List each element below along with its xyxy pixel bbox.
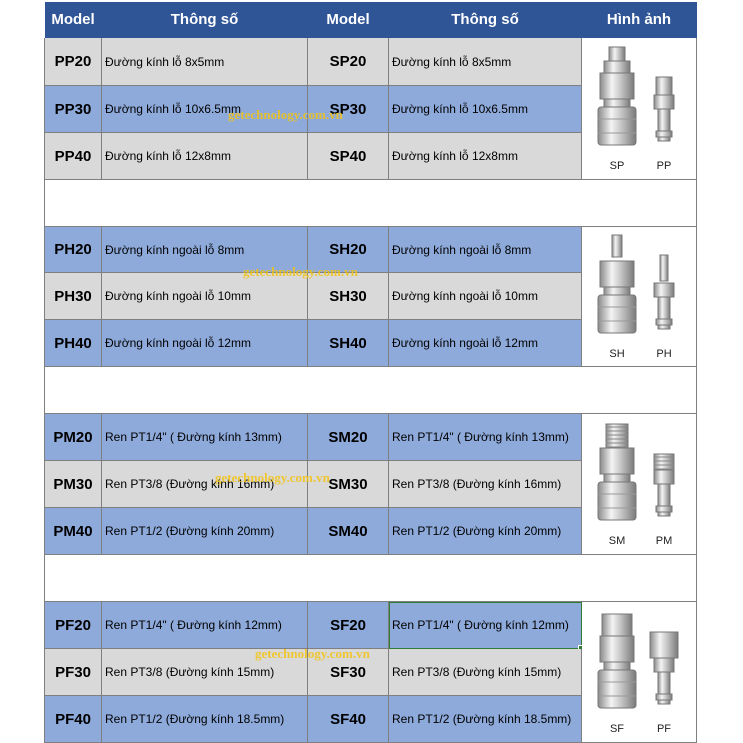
image-label-right: PF	[656, 723, 672, 735]
model-code: PF30	[55, 663, 91, 681]
model-cell[interactable]	[45, 320, 102, 367]
model-code: SF40	[330, 710, 366, 728]
spec-cell[interactable]	[389, 649, 582, 696]
hose-barb-coupler-icon	[582, 227, 696, 367]
model-cell[interactable]	[308, 696, 389, 743]
model-cell[interactable]	[45, 649, 102, 696]
model-cell[interactable]	[308, 414, 389, 461]
model-cell[interactable]	[45, 508, 102, 555]
spec-cell[interactable]	[389, 133, 582, 180]
spec-text: Ren PT1/4" ( Đường kính 12mm)	[392, 618, 569, 632]
watermark-text: getechnology.com.vn	[228, 107, 343, 122]
model-code: SM40	[328, 522, 368, 540]
image-label-left: SP	[609, 159, 625, 172]
model-cell[interactable]	[45, 414, 102, 461]
model-cell[interactable]	[308, 649, 389, 696]
spec-cell[interactable]	[389, 508, 582, 555]
spec-text: Đường kính lỗ 10x6.5mm	[392, 102, 528, 116]
model-code: SP30	[329, 100, 367, 118]
spec-cell[interactable]	[102, 461, 308, 508]
spec-text: Đường kính ngoài lỗ 12mm	[392, 336, 538, 350]
spec-text: Đường kính lỗ 8x5mm	[392, 54, 512, 69]
spec-cell[interactable]	[102, 273, 308, 320]
product-image-cell	[582, 414, 697, 555]
spec-cell[interactable]	[102, 86, 308, 133]
spec-text: Đường kính lỗ 12x8mm	[392, 149, 518, 163]
model-cell[interactable]	[308, 86, 389, 133]
model-cell[interactable]	[45, 227, 102, 273]
spec-text: Ren PT1/2 (Đường kính 18.5mm)	[392, 712, 572, 726]
spec-text: Đường kính ngoài lỗ 8mm	[105, 242, 245, 257]
spec-cell[interactable]	[102, 602, 308, 649]
model-code: SH20	[329, 241, 367, 258]
model-code: PM40	[53, 522, 93, 540]
spec-cell[interactable]	[389, 461, 582, 508]
spec-text: Đường kính ngoài lỗ 10mm	[105, 289, 251, 303]
spec-text: Đường kính lỗ 10x6.5mm	[105, 102, 241, 116]
watermark-text: getechnology.com.vn	[255, 646, 370, 661]
model-code: SH30	[329, 287, 367, 305]
spec-text: Ren PT1/2 (Đường kính 20mm)	[105, 524, 275, 538]
spec-text: Đường kính lỗ 12x8mm	[105, 149, 231, 163]
model-cell[interactable]	[308, 320, 389, 367]
spec-cell[interactable]	[389, 227, 582, 273]
model-cell[interactable]	[45, 38, 102, 86]
spec-text: Ren PT1/4" ( Đường kính 13mm)	[392, 430, 569, 444]
spec-cell[interactable]	[102, 696, 308, 743]
header-model-left: Model	[51, 11, 95, 28]
header-spec-left-cell	[102, 2, 308, 38]
model-code: SM20	[328, 428, 368, 446]
spec-text: Ren PT1/4" ( Đường kính 12mm)	[105, 618, 282, 632]
model-code: SP40	[329, 147, 367, 165]
header-model-left-cell	[45, 2, 102, 38]
model-code: PP30	[54, 100, 92, 118]
model-code: SF20	[330, 616, 366, 634]
product-image-cell	[582, 38, 697, 180]
model-code: SH40	[329, 334, 367, 352]
image-label-left: SF	[609, 723, 625, 735]
header-image: Hình ảnh	[606, 11, 672, 28]
model-code: PH20	[54, 241, 92, 258]
spec-text: Ren PT3/8 (Đường kính 15mm)	[105, 665, 275, 679]
model-code: SP20	[329, 53, 367, 70]
header-spec-left: Thông số	[170, 11, 239, 28]
header-spec-right-cell	[389, 2, 582, 38]
model-cell[interactable]	[308, 38, 389, 86]
group-separator-row	[45, 555, 697, 602]
push-in-coupler-icon	[582, 39, 696, 179]
model-cell[interactable]	[45, 696, 102, 743]
model-code: PM20	[53, 428, 93, 446]
spec-text: Ren PT1/2 (Đường kính 20mm)	[392, 524, 562, 538]
model-cell[interactable]	[308, 273, 389, 320]
spec-cell[interactable]	[389, 320, 582, 367]
group-separator-row	[45, 180, 697, 227]
spec-cell[interactable]	[102, 649, 308, 696]
header-image-cell	[582, 2, 697, 38]
model-code: PP20	[54, 53, 92, 70]
selected-spec-cell[interactable]	[389, 602, 582, 649]
image-label-right: PP	[656, 159, 672, 172]
image-label-right: PH	[656, 347, 672, 360]
spec-text: Ren PT3/8 (Đường kính 15mm)	[392, 665, 562, 679]
model-code: PH40	[54, 334, 92, 352]
spec-text: Đường kính ngoài lỗ 8mm	[392, 242, 532, 257]
spec-cell[interactable]	[389, 86, 582, 133]
header-spec-right: Thông số	[451, 11, 519, 28]
male-thread-coupler-icon	[582, 414, 696, 554]
image-label-left: SH	[609, 347, 625, 360]
spec-cell[interactable]	[102, 414, 308, 461]
model-code: SM30	[328, 475, 368, 493]
spec-text: Ren PT1/4" ( Đường kính 13mm)	[105, 430, 282, 444]
model-cell[interactable]	[308, 227, 389, 273]
model-cell[interactable]	[308, 602, 389, 649]
spec-cell[interactable]	[389, 273, 582, 320]
spec-text: Ren PT3/8 (Đường kính 16mm)	[392, 477, 562, 491]
model-cell[interactable]	[308, 133, 389, 180]
model-cell[interactable]	[45, 461, 102, 508]
model-code: PH30	[54, 287, 92, 305]
spec-text: Đường kính ngoài lỗ 10mm	[392, 289, 538, 303]
spec-cell[interactable]	[389, 38, 582, 86]
watermark-text: getechnology.com.vn	[243, 264, 358, 279]
spec-cell[interactable]	[389, 414, 582, 461]
model-code: SF30	[330, 663, 366, 681]
product-image-cell	[582, 227, 697, 367]
model-code: PM30	[53, 475, 93, 493]
watermark-text: getechnology.com.vn	[215, 470, 330, 485]
model-code: PF20	[55, 616, 91, 634]
female-thread-coupler-icon	[582, 602, 696, 742]
model-cell[interactable]	[45, 602, 102, 649]
model-cell[interactable]	[308, 508, 389, 555]
spec-cell[interactable]	[389, 696, 582, 743]
spec-cell[interactable]	[102, 508, 308, 555]
spec-cell[interactable]	[102, 38, 308, 86]
spec-cell[interactable]	[102, 133, 308, 180]
spec-text: Ren PT1/2 (Đường kính 18.5mm)	[105, 712, 285, 726]
model-cell[interactable]	[45, 133, 102, 180]
model-cell[interactable]	[308, 461, 389, 508]
model-cell[interactable]	[45, 86, 102, 133]
spec-text: Ren PT3/8 (Đường kính 16mm)	[105, 477, 275, 491]
model-code: PF40	[55, 710, 91, 728]
spec-text: Đường kính lỗ 8x5mm	[105, 54, 225, 69]
product-image-cell	[582, 602, 697, 743]
image-label-left: SM	[608, 535, 626, 547]
model-code: PP40	[54, 147, 92, 165]
header-model-right: Model	[326, 11, 370, 28]
spec-cell[interactable]	[102, 320, 308, 367]
group-separator-row	[45, 367, 697, 414]
image-label-right: PM	[655, 535, 673, 547]
spec-cell[interactable]	[102, 227, 308, 273]
model-cell[interactable]	[45, 273, 102, 320]
spec-text: Đường kính ngoài lỗ 12mm	[105, 336, 251, 350]
header-model-right-cell	[308, 2, 389, 38]
